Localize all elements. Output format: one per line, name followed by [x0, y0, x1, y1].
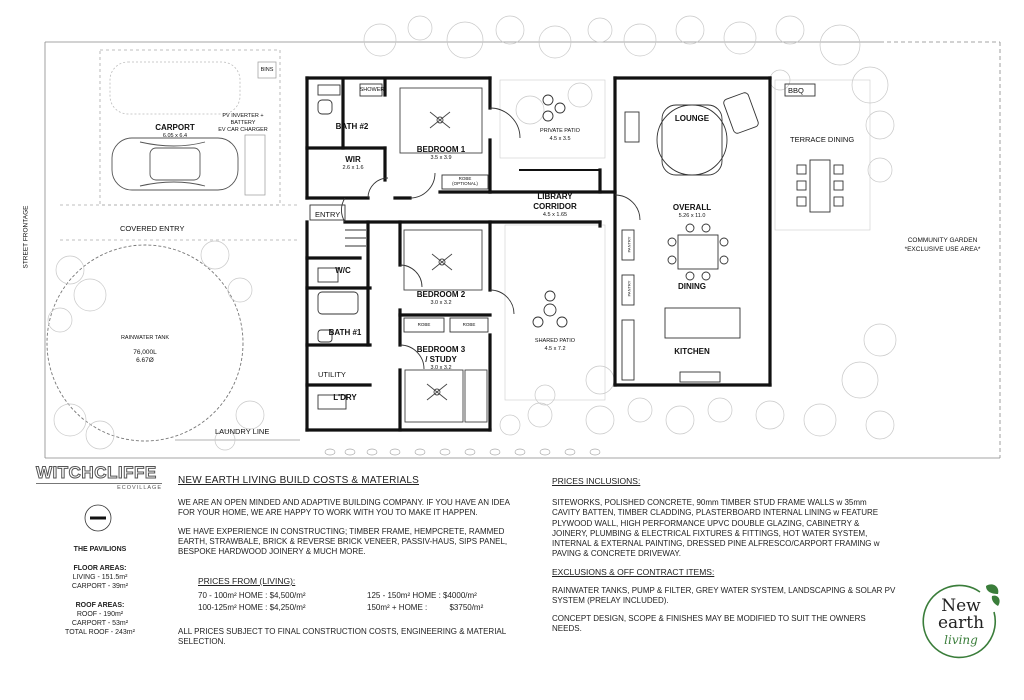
new-earth-living-logo [920, 582, 1002, 664]
bedroom3-label-1: BEDROOM 3 [416, 345, 466, 354]
floor-area-carport: CARPORT - 39m² [71, 583, 129, 590]
price-row-150-plus: 150m² + HOME : $3750/m² [367, 603, 484, 612]
bins-label: BINS [260, 67, 274, 73]
carport-label: CARPORT [155, 123, 195, 132]
library-label-2: CORRIDOR [533, 202, 577, 211]
community-garden-label: COMMUNITY GARDEN *EXCLUSIVE USE AREA* [904, 237, 981, 253]
logo-word-new: New [941, 596, 981, 616]
kitchen-label: KITCHEN [674, 347, 710, 356]
wc-label: W/C [335, 266, 351, 275]
inclusions-text: SITEWORKS, POLISHED CONCRETE, 90mm TIMBER STUD FRAME WALLS w 35mm CAVITY BATTEN, TIMBER CLADDING, PLASTERBOARD INTERNAL LINING w FEATURE PLYWOOD WALL, HIGH PERFORMANCE UPVC DOUBLE GLAZING, CABINETRY & JOINERY, PLUMBING & ELECTRICAL FIXTURES & FITTINGS, HOT WATER SYSTEM, INTERNAL & EXTERNAL PAINTING, DRESSED PINE ALFRESCO/CARPORT FRAMING w PAVING & CONCRETE DRIVEWAY. [552, 498, 880, 559]
pavilions-title: THE PAVILIONS [73, 546, 127, 553]
private-patio-dim: 4.5 x 3.5 [549, 136, 571, 142]
bedroom3-label-2: / STUDY [425, 355, 457, 364]
witchcliffe-logo [36, 464, 162, 491]
rainwater-tank-capacity: 76,000L [133, 349, 157, 356]
lounge-label: LOUNGE [674, 114, 710, 123]
price-row-70-100: 70 - 100m² HOME : $4,500/m² [198, 591, 306, 600]
logo-word-earth: earth [937, 613, 985, 633]
price-row-100-125: 100-125m² HOME : $4,250/m² [198, 603, 306, 612]
laundry-line-label: LAUNDRY LINE [215, 427, 270, 436]
roof-area-roof: ROOF - 190m² [76, 611, 124, 618]
exclusions-text: RAINWATER TANKS, PUMP & FILTER, GREY WATER SYSTEM, LANDSCAPING & SOLAR PV SYSTEM (PRELAY INCLUDED). [552, 585, 896, 605]
bedroom1-label: BEDROOM 1 [416, 145, 466, 154]
shared-patio-dim: 4.5 x 7.2 [544, 346, 566, 352]
pavilions-info [40, 545, 160, 637]
pantry-label-1: PANTRY [626, 236, 632, 253]
roof-area-carport: CARPORT - 53m² [71, 620, 129, 627]
ldry-label: L'DRY [333, 393, 357, 402]
street-frontage-label: STREET FRONTAGE [22, 205, 30, 269]
floor-area-living: LIVING - 151.5m² [72, 574, 128, 581]
price-row-125-150: 125 - 150m² HOME : $4000/m² [367, 591, 477, 600]
price-disclaimer: ALL PRICES SUBJECT TO FINAL CONSTRUCTION COSTS, ENGINEERING & MATERIAL SELECTION. [178, 627, 506, 647]
shared-patio-label: SHARED PATIO [534, 338, 576, 344]
ecovillage-text: ECOVILLAGE [36, 483, 162, 491]
build-costs-section [178, 476, 523, 565]
wir-dim: 2.6 x 1.6 [342, 165, 364, 171]
overall-label: OVERALL [672, 203, 712, 212]
compass-icon [83, 503, 113, 533]
inclusions-title: PRICES INCLUSIONS: [552, 476, 641, 486]
prices-from-title: PRICES FROM (LIVING): [198, 576, 296, 586]
library-label-1: LIBRARY [537, 192, 573, 201]
build-costs-experience: WE HAVE EXPERIENCE IN CONSTRUCTING; TIMBER FRAME, HEMPCRETE, RAMMED EARTH, STRAWBALE, BRICK & REVERSE BRICK VENEER, PASSIV-HAUS, SIPS PANEL, BESPOKE HARDWOOD JOINERY & MUCH MORE. [178, 526, 508, 557]
overall-dim: 5.26 x 11.0 [678, 213, 706, 219]
bbq-label: BBQ [788, 86, 804, 95]
covered-entry-label: COVERED ENTRY [120, 224, 185, 233]
logo-word-living: living [944, 633, 978, 647]
build-costs-title: NEW EARTH LIVING BUILD COSTS & MATERIALS [178, 475, 420, 486]
bedroom2-label: BEDROOM 2 [416, 290, 466, 299]
inclusions-section [552, 476, 897, 642]
dining-label: DINING [678, 282, 706, 291]
entry-label: ENTRY [315, 210, 341, 219]
witchcliffe-wordmark: WITCHCLIFFE [36, 463, 157, 482]
bath2-label: BATH #2 [335, 122, 369, 131]
robe-label-2: ROBE [462, 322, 476, 327]
concept-note: CONCEPT DESIGN, SCOPE & FINISHES MAY BE MODIFIED TO SUIT THE OWNERS NEEDS. [552, 614, 866, 634]
roof-areas-title: ROOF AREAS: [75, 602, 125, 609]
floor-areas-title: FLOOR AREAS: [73, 565, 127, 572]
carport-dim: 6.05 x 6.4 [162, 133, 188, 139]
bedroom1-dim: 3.5 x 3.9 [430, 155, 452, 161]
robe-label-1: ROBE [417, 322, 431, 327]
roof-area-total: TOTAL ROOF - 243m² [65, 629, 135, 636]
pv-label: PV INVERTER + BATTERY EV CAR CHARGER [218, 113, 268, 133]
utility-label: UTILITY [318, 370, 346, 379]
shower-label: SHOWER [359, 87, 385, 93]
bedroom3-dim: 3.0 x 3.2 [430, 365, 452, 371]
exclusions-title: EXCLUSIONS & OFF CONTRACT ITEMS: [552, 567, 715, 578]
wir-label: WIR [345, 155, 361, 164]
private-patio-label: PRIVATE PATIO [540, 128, 580, 134]
rainwater-tank-label: RAINWATER TANK [120, 335, 170, 341]
bedroom2-dim: 3.0 x 3.2 [430, 300, 452, 306]
library-dim: 4.5 x 1.65 [542, 212, 568, 218]
pantry-label-2: PANTRY [626, 280, 632, 297]
bath1-label: BATH #1 [328, 328, 362, 337]
rainwater-tank-diameter: 6.67Ø [136, 357, 154, 364]
build-costs-intro: WE ARE AN OPEN MINDED AND ADAPTIVE BUILDING COMPANY. IF YOU HAVE AN IDEA FOR YOUR HOME, WE ARE HAPPY TO WORK WITH YOU TO MAKE IT HAPPEN. [178, 498, 510, 518]
robe-optional-label: ROBE (OPTIONAL) [452, 176, 478, 186]
terrace-dining-label: TERRACE DINING [790, 135, 855, 144]
